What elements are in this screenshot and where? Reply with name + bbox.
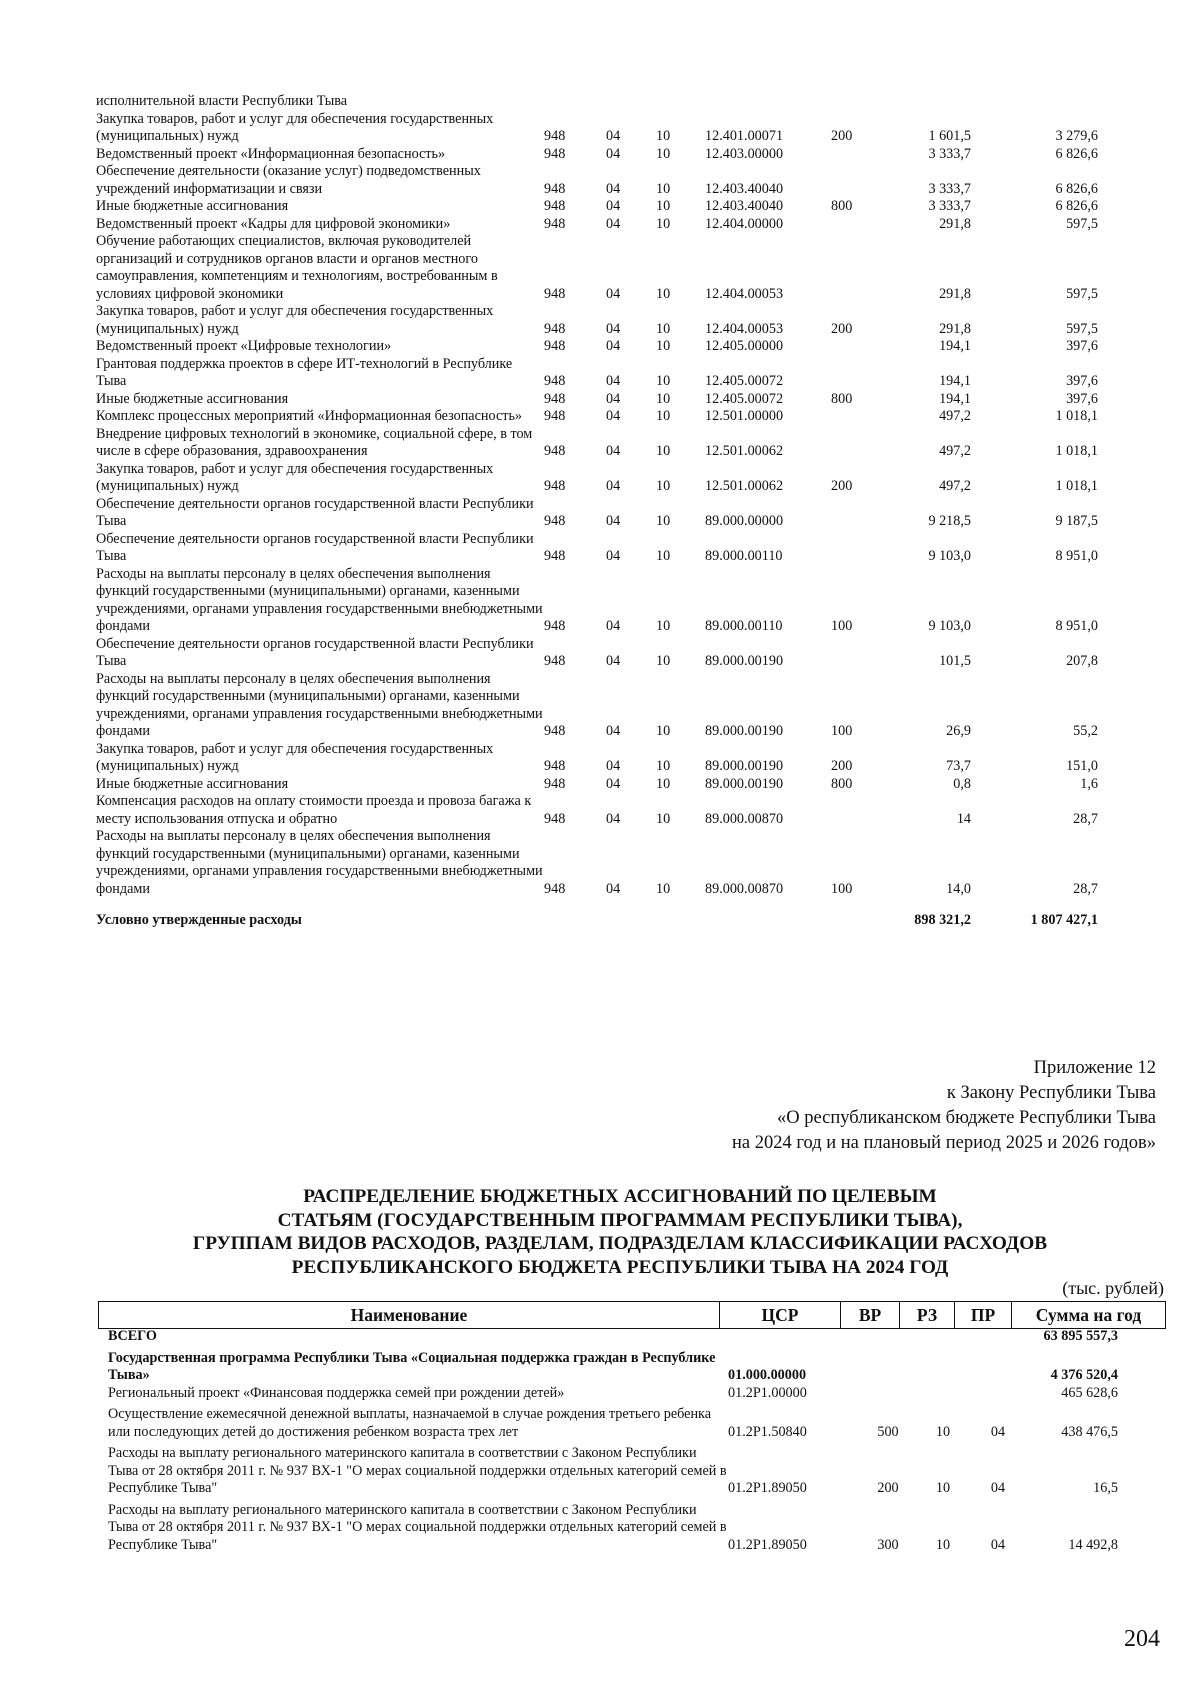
row-name: Обеспечение деятельности (оказание услуг) подведомственных учреждений информатизации и связи <box>96 163 481 197</box>
title-line: РЕСПУБЛИКАНСКОГО БЮДЖЕТА РЕСПУБЛИКИ ТЫВА НА 2024 ГОД <box>291 1256 949 1278</box>
cell-csr: 01.2Р1.89050 <box>728 1536 807 1553</box>
row-name: Закупка товаров, работ и услуг для обеспечения государственных (муниципальных) нужд <box>96 110 494 144</box>
appendix-line: на 2024 год и на плановый период 2025 и 2026 годов» <box>732 1133 1156 1153</box>
cell-sum-2025: 9 103,0 <box>928 618 971 634</box>
table-row <box>96 338 1146 356</box>
cell-pr: 10 <box>656 880 671 897</box>
table-row <box>96 303 1146 338</box>
table-row <box>96 828 1146 898</box>
cell-sum-2025: 3 333,7 <box>928 180 971 197</box>
cell-pr: 10 <box>656 653 671 669</box>
cell-csr: 89.000.00190 <box>705 775 784 792</box>
header-sum: Сумма на год <box>1035 1305 1142 1325</box>
cell-vr: 200 <box>831 128 853 144</box>
cell-csr: 89.000.00000 <box>705 513 784 529</box>
cell-sum-2026: 8 951,0 <box>1055 548 1098 564</box>
table-row <box>96 776 1146 794</box>
header-name: Наименование <box>99 1302 720 1328</box>
cell-gr: 948 <box>544 653 566 669</box>
row-name: Компенсация расходов на оплату стоимости проезда и провоза багажа к месту использования отпуска и обратно <box>96 793 532 827</box>
cell-rz: 10 <box>935 1536 951 1553</box>
cell-sum-2026: 597,5 <box>1066 320 1098 337</box>
table-row <box>96 391 1146 409</box>
cell-pr: 10 <box>656 373 671 389</box>
cell-csr: 89.000.00870 <box>705 810 784 827</box>
cell-gr: 948 <box>544 145 566 162</box>
cell-pr: 10 <box>656 338 671 354</box>
cell-sum-2026: 397,6 <box>1066 338 1098 354</box>
cell-sum-2025: 101,5 <box>939 653 971 669</box>
cell-csr: 01.2Р1.89050 <box>728 1480 807 1496</box>
cell-sum-2026: 28,7 <box>1073 880 1098 897</box>
row-name: Закупка товаров, работ и услуг для обеспечения государственных (муниципальных) нужд <box>96 303 494 337</box>
table-row <box>96 356 1146 391</box>
cell-sum: 14 492,8 <box>1068 1536 1118 1553</box>
cell-sum-2026: 151,0 <box>1066 758 1098 774</box>
cell-rz: 04 <box>606 548 621 564</box>
cell-pr: 04 <box>990 1423 1006 1440</box>
cell-rz: 10 <box>935 1480 951 1496</box>
row-name: Расходы на выплаты персоналу в целях обеспечения выполнения функций государственными (муниципальными) органами, казенными учреждениями, органами управления государственными внебюджетными фондами <box>96 828 543 897</box>
cell-rz: 04 <box>606 128 621 144</box>
cell-csr: 89.000.00190 <box>705 758 784 774</box>
cell-csr: 89.000.00870 <box>705 880 784 897</box>
cell-pr: 10 <box>656 145 671 162</box>
cell-gr: 948 <box>544 285 566 302</box>
cell-gr: 948 <box>544 810 566 827</box>
row-name: Закупка товаров, работ и услуг для обеспечения государственных (муниципальных) нужд <box>96 740 494 774</box>
cell-sum-2025: 9 103,0 <box>928 548 971 564</box>
cell-csr: 12.405.00072 <box>705 373 784 389</box>
cell-sum-2026: 6 826,6 <box>1055 145 1098 162</box>
title-line: ГРУППАМ ВИДОВ РАСХОДОВ, РАЗДЕЛАМ, ПОДРАЗДЕЛАМ КЛАССИФИКАЦИИ РАСХОДОВ <box>192 1233 1048 1254</box>
table-row <box>96 198 1146 216</box>
cell-pr: 10 <box>656 618 671 634</box>
header-vr: ВР <box>841 1302 900 1328</box>
cell-vr: 200 <box>831 320 853 337</box>
cell-gr: 948 <box>544 198 566 214</box>
row-name: Расходы на выплату регионального материнского капитала в соответствии с Законом Республики Тыва от 28 октября 2011 г. № 937 ВХ-1 "О мерах социальной поддержки отдельных категорий семей в Республике Тыва" <box>108 1501 727 1553</box>
cell-csr: 12.403.40040 <box>705 180 784 197</box>
cell-gr: 948 <box>544 338 566 354</box>
cell-pr: 10 <box>656 320 671 337</box>
cell-gr: 948 <box>544 478 566 494</box>
cell-sum-2026: 28,7 <box>1073 810 1098 827</box>
table-row <box>108 1445 1162 1498</box>
cell-rz: 04 <box>606 513 621 529</box>
cell-pr: 10 <box>656 285 671 302</box>
cell-pr: 10 <box>656 390 671 407</box>
cell-sum-2026: 1 018,1 <box>1055 443 1098 459</box>
cell-csr: 12.403.40040 <box>705 198 784 214</box>
cell-vr: 100 <box>831 723 853 739</box>
row-name: Региональный проект «Финансовая поддержка семей при рождении детей» <box>108 1384 565 1401</box>
table-row <box>96 531 1146 566</box>
table-row <box>96 233 1146 303</box>
cell-csr: 12.401.00071 <box>705 128 784 144</box>
cell-csr: 12.501.00062 <box>705 478 784 494</box>
cell-csr: 01.000.00000 <box>728 1367 807 1383</box>
cell-rz: 04 <box>606 198 621 214</box>
cell-sum-2025: 73,7 <box>946 758 971 774</box>
cell-pr: 10 <box>656 215 671 232</box>
cell-gr: 948 <box>544 513 566 529</box>
cell-sum-2026: 6 826,6 <box>1055 198 1098 214</box>
cell-pr: 10 <box>656 198 671 214</box>
cell-rz: 10 <box>935 1423 951 1440</box>
table-row <box>96 216 1146 234</box>
table-row <box>96 163 1146 198</box>
cell-rz: 04 <box>606 408 621 424</box>
cell-sum-2026: 1 018,1 <box>1055 408 1098 424</box>
cell-pr: 04 <box>990 1536 1006 1553</box>
cell-gr: 948 <box>544 618 566 634</box>
cell-rz: 04 <box>606 880 621 897</box>
row-name: Иные бюджетные ассигнования <box>96 390 289 407</box>
cell-csr: 89.000.00110 <box>705 618 783 634</box>
cell-csr: 12.405.00000 <box>705 338 784 354</box>
cell-sum-2025: 14,0 <box>946 880 971 897</box>
row-name: Иные бюджетные ассигнования <box>96 198 289 214</box>
cell-rz: 04 <box>606 618 621 634</box>
cell-sum-2026: 397,6 <box>1066 373 1098 389</box>
cell-gr: 948 <box>544 408 566 424</box>
cell-sum-2025: 0,8 <box>953 775 971 792</box>
cell-csr: 01.2Р1.00000 <box>728 1384 807 1401</box>
cell-csr: 12.403.00000 <box>705 145 784 162</box>
table-row <box>96 793 1146 828</box>
cell-vr: 200 <box>831 478 853 494</box>
cell-sum-2026: 9 187,5 <box>1055 513 1098 529</box>
cell-rz: 04 <box>606 653 621 669</box>
table-row <box>96 461 1146 496</box>
cell-csr: 12.405.00072 <box>705 390 784 407</box>
table-row <box>108 1385 1162 1403</box>
total-sum-2025: 898 321,2 <box>914 912 971 928</box>
document-title <box>140 1185 1100 1279</box>
header-rz: РЗ <box>900 1302 955 1328</box>
cell-rz: 04 <box>606 810 621 827</box>
cell-gr: 948 <box>544 758 566 774</box>
cell-vr: 200 <box>831 758 853 774</box>
row-name: Закупка товаров, работ и услуг для обеспечения государственных (муниципальных) нужд <box>96 460 494 494</box>
cell-pr: 10 <box>656 775 671 792</box>
appendix-header <box>732 1056 1156 1156</box>
row-name: ВСЕГО <box>108 1328 157 1344</box>
cell-csr: 12.404.00000 <box>705 215 784 232</box>
cell-sum-2026: 3 279,6 <box>1055 128 1098 144</box>
cell-vr: 100 <box>831 880 853 897</box>
title-line: СТАТЬЯМ (ГОСУДАРСТВЕННЫМ ПРОГРАММАМ РЕСПУБЛИКИ ТЫВА), <box>277 1209 963 1231</box>
cell-sum-2026: 597,5 <box>1066 285 1098 302</box>
cell-gr: 948 <box>544 443 566 459</box>
row-name: Ведомственный проект «Информационная безопасность» <box>96 145 446 162</box>
cell-csr: 89.000.00110 <box>705 548 783 564</box>
appendix-line: «О республиканском бюджете Республики Тыва <box>777 1108 1156 1128</box>
row-name: Ведомственный проект «Кадры для цифровой экономики» <box>96 215 451 232</box>
cell-sum-2026: 6 826,6 <box>1055 180 1098 197</box>
cell-sum-2025: 3 333,7 <box>928 198 971 214</box>
row-name: Обеспечение деятельности органов государственной власти Республики Тыва <box>96 530 534 564</box>
cell-csr: 89.000.00190 <box>705 653 784 669</box>
table-row <box>108 1406 1162 1441</box>
cell-sum-2025: 291,8 <box>939 285 971 302</box>
cell-vr: 200 <box>877 1480 899 1496</box>
table-row <box>96 426 1146 461</box>
appendix-line: Приложение 12 <box>1033 1058 1156 1078</box>
cell-sum: 465 628,6 <box>1061 1384 1118 1401</box>
cell-gr: 948 <box>544 775 566 792</box>
row-name: Обеспечение деятельности органов государственной власти Республики Тыва <box>96 495 534 529</box>
table-header <box>98 1301 1166 1329</box>
page-number: 204 <box>1124 1626 1160 1652</box>
cell-vr: 800 <box>831 198 853 214</box>
cell-vr: 800 <box>831 390 853 407</box>
cell-gr: 948 <box>544 390 566 407</box>
cell-sum-2025: 14 <box>956 810 971 827</box>
unit-label: (тыс. рублей) <box>1062 1278 1164 1298</box>
row-name: Ведомственный проект «Цифровые технологии» <box>96 338 392 354</box>
row-name: Грантовая поддержка проектов в сфере ИТ-технологий в Республике Тыва <box>96 355 513 389</box>
total-name: Условно утвержденные расходы <box>96 912 302 928</box>
cell-sum-2025: 9 218,5 <box>928 513 971 529</box>
cell-csr: 12.404.00053 <box>705 320 784 337</box>
cell-rz: 04 <box>606 373 621 389</box>
cell-gr: 948 <box>544 180 566 197</box>
row-name: Иные бюджетные ассигнования <box>96 775 289 792</box>
cell-csr: 89.000.00190 <box>705 723 784 739</box>
cell-rz: 04 <box>606 145 621 162</box>
row-name: Государственная программа Республики Тыва «Социальная поддержка граждан в Республике Тыва» <box>108 1349 716 1383</box>
row-name: Комплекс процессных мероприятий «Информационная безопасность» <box>96 408 523 424</box>
cell-rz: 04 <box>606 180 621 197</box>
cell-rz: 04 <box>606 478 621 494</box>
cell-sum-2026: 207,8 <box>1066 653 1098 669</box>
appendix-line: к Закону Республики Тыва <box>946 1083 1156 1103</box>
cell-gr: 948 <box>544 548 566 564</box>
cell-csr: 12.501.00062 <box>705 443 784 459</box>
cell-pr: 10 <box>656 443 671 459</box>
table-row <box>108 1502 1162 1555</box>
cell-pr: 10 <box>656 128 671 144</box>
cell-rz: 04 <box>606 443 621 459</box>
row-name: исполнительной власти Республики Тыва <box>96 93 348 109</box>
row-name: Расходы на выплату регионального материнского капитала в соответствии с Законом Республики Тыва от 28 октября 2011 г. № 937 ВХ-1 "О мерах социальной поддержки отдельных категорий семей в Республике Тыва" <box>108 1445 727 1496</box>
cell-pr: 04 <box>990 1480 1006 1496</box>
cell-vr: 800 <box>831 775 853 792</box>
cell-sum-2025: 497,2 <box>939 443 971 459</box>
cell-sum-2026: 397,6 <box>1066 390 1098 407</box>
cell-sum: 438 476,5 <box>1061 1423 1118 1440</box>
cell-gr: 948 <box>544 320 566 337</box>
cell-pr: 10 <box>656 548 671 564</box>
cell-sum-2025: 497,2 <box>939 408 971 424</box>
cell-rz: 04 <box>606 285 621 302</box>
table-row <box>108 1350 1162 1385</box>
table-row <box>96 636 1146 671</box>
table-row <box>108 1328 1162 1346</box>
row-name: Расходы на выплаты персоналу в целях обеспечения выполнения функций государственными (муниципальными) органами, казенными учреждениями, органами управления государственными внебюджетными фондами <box>96 565 543 634</box>
title-line: РАСПРЕДЕЛЕНИЕ БЮДЖЕТНЫХ АССИГНОВАНИЙ ПО ЦЕЛЕВЫМ <box>303 1186 937 1207</box>
cell-sum-2025: 3 333,7 <box>928 145 971 162</box>
cell-sum-2025: 194,1 <box>939 338 971 354</box>
top-table <box>96 93 1146 930</box>
cell-gr: 948 <box>544 723 566 739</box>
cell-vr: 500 <box>877 1423 899 1440</box>
table-row <box>96 496 1146 531</box>
bottom-table <box>108 1328 1162 1554</box>
cell-sum-2025: 291,8 <box>939 320 971 337</box>
cell-pr: 10 <box>656 758 671 774</box>
cell-sum-2026: 1,6 <box>1080 775 1098 792</box>
cell-gr: 948 <box>544 215 566 232</box>
table-row <box>96 741 1146 776</box>
cell-csr: 12.404.00053 <box>705 285 784 302</box>
row-name: Обучение работающих специалистов, включая руководителей организаций и сотрудников органов власти и органов местного самоуправления, компетенциям и технологиям, востребованным в условиях цифровой экономики <box>96 233 498 302</box>
table-row <box>96 671 1146 741</box>
cell-sum: 63 895 557,3 <box>1043 1328 1118 1344</box>
table-row <box>96 111 1146 146</box>
cell-vr: 100 <box>831 618 853 634</box>
cell-sum-2025: 497,2 <box>939 478 971 494</box>
cell-sum-2025: 1 601,5 <box>928 128 971 144</box>
cell-pr: 10 <box>656 478 671 494</box>
cell-gr: 948 <box>544 880 566 897</box>
cell-rz: 04 <box>606 338 621 354</box>
cell-pr: 10 <box>656 180 671 197</box>
cell-sum-2025: 291,8 <box>939 215 971 232</box>
cell-sum-2025: 194,1 <box>939 373 971 389</box>
cell-csr: 01.2Р1.50840 <box>728 1423 807 1440</box>
row-name: Расходы на выплаты персоналу в целях обеспечения выполнения функций государственными (муниципальными) органами, казенными учреждениями, органами управления государственными внебюджетными фондами <box>96 670 543 739</box>
cell-rz: 04 <box>606 320 621 337</box>
table-row <box>96 146 1146 164</box>
cell-sum-2026: 597,5 <box>1066 215 1098 232</box>
table-row <box>96 408 1146 426</box>
table-row <box>96 93 1146 111</box>
cell-rz: 04 <box>606 390 621 407</box>
cell-pr: 10 <box>656 408 671 424</box>
cell-rz: 04 <box>606 758 621 774</box>
cell-sum: 16,5 <box>1093 1480 1118 1496</box>
total-row <box>96 912 1146 930</box>
cell-sum-2025: 194,1 <box>939 390 971 407</box>
cell-rz: 04 <box>606 775 621 792</box>
header-csr: ЦСР <box>720 1302 841 1328</box>
cell-pr: 10 <box>656 810 671 827</box>
cell-vr: 300 <box>877 1536 899 1553</box>
cell-sum: 4 376 520,4 <box>1050 1367 1118 1383</box>
row-name: Внедрение цифровых технологий в экономике, социальной сфере, в том числе в сфере образования, здравоохранения <box>96 425 533 459</box>
cell-gr: 948 <box>544 128 566 144</box>
header-pr: ПР <box>955 1302 1012 1328</box>
row-name: Обеспечение деятельности органов государственной власти Республики Тыва <box>96 635 534 669</box>
cell-pr: 10 <box>656 513 671 529</box>
cell-rz: 04 <box>606 723 621 739</box>
cell-pr: 10 <box>656 723 671 739</box>
total-sum-2026: 1 807 427,1 <box>1030 912 1098 928</box>
cell-rz: 04 <box>606 215 621 232</box>
row-name: Осуществление ежемесячной денежной выплаты, назначаемой в случае рождения третьего ребенка или последующих детей до достижения ребенком возраста трех лет <box>108 1406 712 1440</box>
cell-sum-2025: 26,9 <box>946 723 971 739</box>
cell-sum-2026: 8 951,0 <box>1055 618 1098 634</box>
cell-gr: 948 <box>544 373 566 389</box>
table-row <box>96 566 1146 636</box>
cell-csr: 12.501.00000 <box>705 408 784 424</box>
cell-sum-2026: 55,2 <box>1073 723 1098 739</box>
cell-sum-2026: 1 018,1 <box>1055 478 1098 494</box>
